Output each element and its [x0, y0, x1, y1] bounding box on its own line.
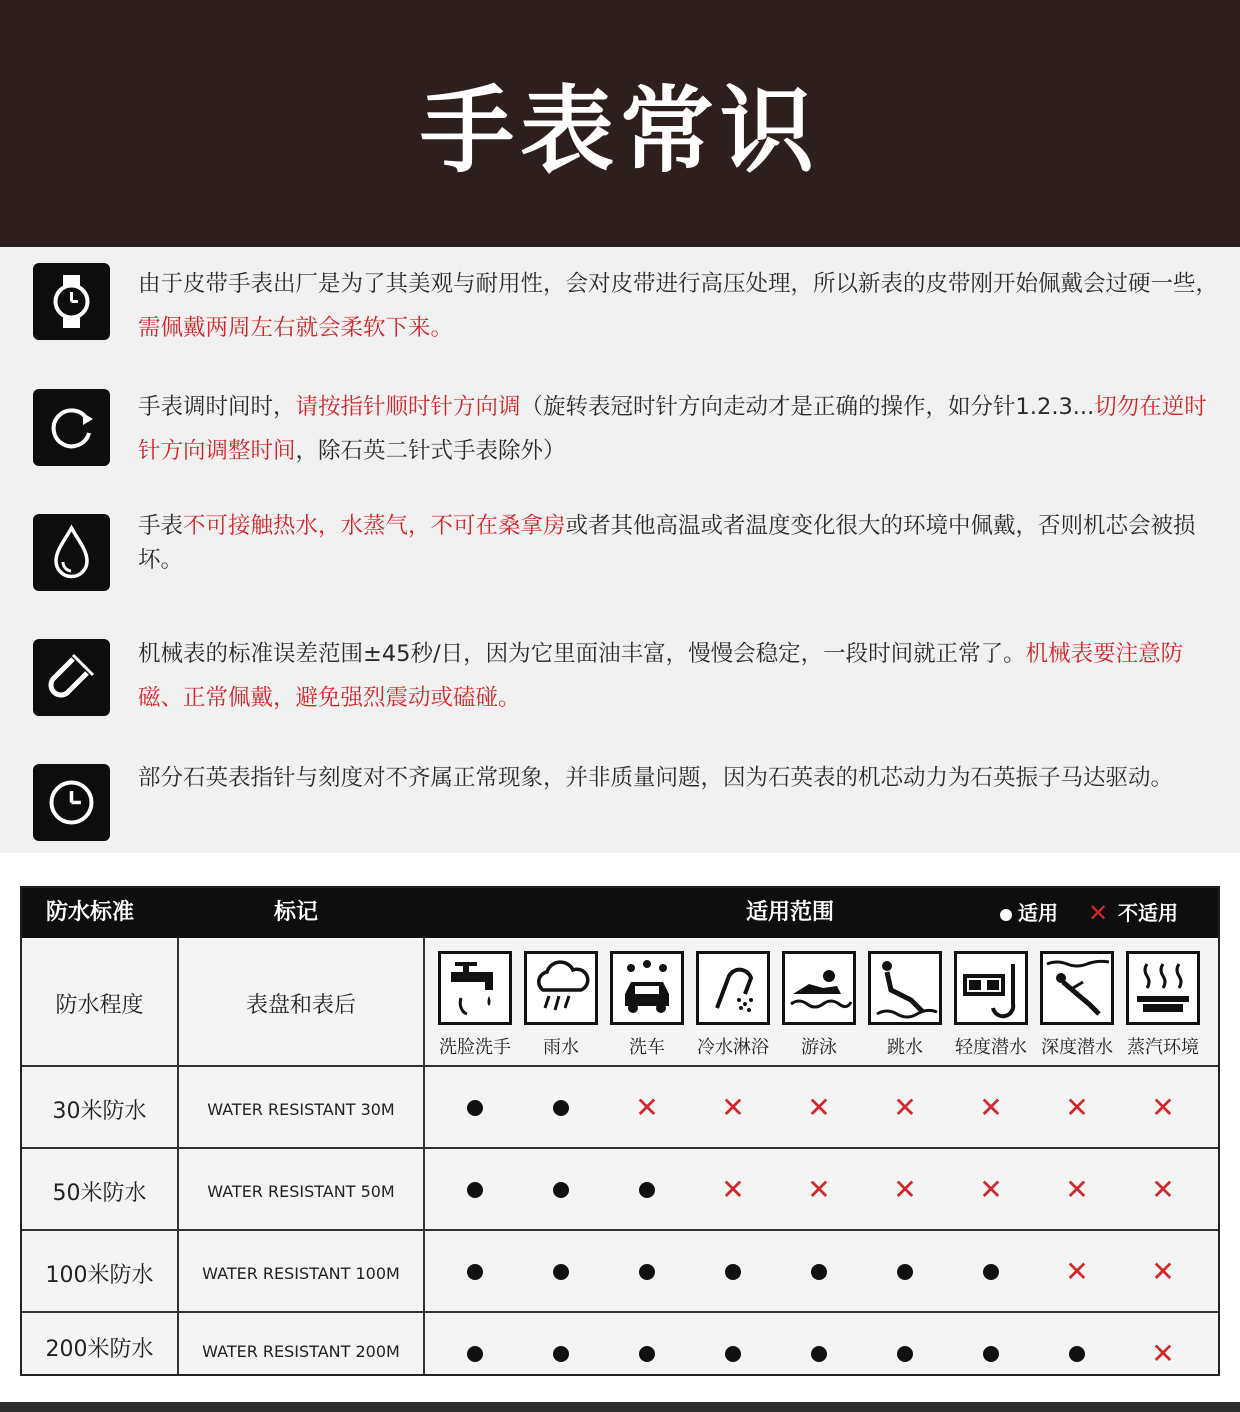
- suitable-dot-icon: [983, 1346, 999, 1362]
- steam-icon: [1126, 951, 1200, 1025]
- suitable-dot-icon: [639, 1264, 655, 1280]
- unsuitable-cross-icon: ✕: [893, 1173, 917, 1206]
- legend-not-suitable: 不适用: [1118, 901, 1178, 925]
- suitable-dot-icon: [983, 1264, 999, 1280]
- table-divider: [22, 1311, 1218, 1313]
- suitable-dot-icon: [467, 1100, 483, 1116]
- row-marking: WATER RESISTANT 50M: [207, 1182, 395, 1201]
- row-level: 30米防水: [52, 1099, 147, 1124]
- suitable-dot-icon: [811, 1346, 827, 1362]
- unsuitable-cross-icon: ✕: [807, 1173, 831, 1206]
- usage-label: 冷水淋浴: [697, 1037, 769, 1058]
- suitable-dot-icon: [725, 1264, 741, 1280]
- table-divider: [22, 1065, 1218, 1067]
- unsuitable-cross-icon: ✕: [1151, 1337, 1175, 1370]
- suitable-dot-icon: [639, 1346, 655, 1362]
- suitable-dot-icon: [897, 1346, 913, 1362]
- tip-item: [0, 764, 1240, 874]
- unsuitable-cross-icon: ✕: [721, 1173, 745, 1206]
- suitable-dot-icon: [553, 1182, 569, 1198]
- rain-cloud-icon: [524, 951, 598, 1025]
- unsuitable-cross-icon: ✕: [807, 1091, 831, 1124]
- tip-text: 部分石英表指针与刻度对不齐属正常现象，并非质量问题，因为石英表的机芯动力为石英振子马达驱动。: [138, 765, 1174, 791]
- faucet-icon: [438, 951, 512, 1025]
- table-header: [22, 888, 1218, 938]
- unsuitable-cross-icon: ✕: [979, 1173, 1003, 1206]
- row-marking: WATER RESISTANT 30M: [207, 1100, 395, 1119]
- unsuitable-cross-icon: ✕: [1065, 1255, 1089, 1288]
- unsuitable-cross-icon: ✕: [721, 1091, 745, 1124]
- suitable-dot-icon: [467, 1346, 483, 1362]
- suitable-dot-icon: [553, 1346, 569, 1362]
- tip-item: [0, 263, 1240, 373]
- suitable-dot-icon: [553, 1264, 569, 1280]
- subhead-level: 防水程度: [55, 993, 144, 1018]
- car-wash-icon: [610, 951, 684, 1025]
- clock-icon: [33, 764, 110, 841]
- unsuitable-cross-icon: ✕: [1151, 1173, 1175, 1206]
- unsuitable-cross-icon: ✕: [1065, 1173, 1089, 1206]
- usage-label: 洗脸洗手: [439, 1037, 511, 1058]
- usage-label: 轻度潜水: [955, 1037, 1027, 1058]
- page-title: 手表常识: [419, 77, 820, 186]
- suitable-dot-icon: [1069, 1346, 1085, 1362]
- unsuitable-cross-icon: ✕: [635, 1091, 659, 1124]
- table-divider: [22, 1147, 1218, 1149]
- usage-label: 蒸汽环境: [1127, 1037, 1199, 1058]
- legend-dot-icon: [1000, 909, 1012, 921]
- header-banner: [0, 0, 1240, 247]
- shower-icon: [696, 951, 770, 1025]
- unsuitable-cross-icon: ✕: [1151, 1255, 1175, 1288]
- unsuitable-cross-icon: ✕: [979, 1091, 1003, 1124]
- tips-section: [0, 247, 1240, 853]
- row-level: 200米防水: [45, 1337, 154, 1362]
- clockwise-arrow-icon: [33, 389, 110, 466]
- table-divider: [22, 1229, 1218, 1231]
- usage-label: 洗车: [629, 1037, 665, 1058]
- deep-diver-icon: [1040, 951, 1114, 1025]
- subhead-marking: 表盘和表后: [245, 993, 356, 1018]
- unsuitable-cross-icon: ✕: [893, 1091, 917, 1124]
- magnet-icon: [33, 639, 110, 716]
- header-marking: 标记: [274, 900, 319, 925]
- tip-text: 手表调时间时，请按指针顺时针方向调（旋转表冠时针方向走动才是正确的操作，如分针1.2.3...切勿在逆时针方向调整时间，除石英二针式手表除外）: [138, 394, 1207, 464]
- header-usage-range: 适用范围: [746, 900, 835, 925]
- header-water-standard: 防水标准: [46, 900, 135, 925]
- tip-item: [0, 639, 1240, 749]
- row-marking: WATER RESISTANT 100M: [202, 1264, 400, 1283]
- row-marking: WATER RESISTANT 200M: [202, 1342, 400, 1361]
- tip-item: [0, 514, 1240, 624]
- water-resistance-table: [20, 886, 1220, 1376]
- suitable-dot-icon: [467, 1264, 483, 1280]
- unsuitable-cross-icon: ✕: [1065, 1091, 1089, 1124]
- tip-text: 机械表的标准误差范围±45秒/日，因为它里面油丰富，慢慢会稳定，一段时间就正常了。机械表要注意防磁、正常佩戴，避免强烈震动或磕碰。: [138, 641, 1184, 711]
- diver-jump-icon: [868, 951, 942, 1025]
- water-drop-icon: [33, 514, 110, 591]
- usage-label: 雨水: [543, 1037, 579, 1058]
- suitable-dot-icon: [553, 1100, 569, 1116]
- legend-suitable: 适用: [1018, 901, 1058, 925]
- tip-item: [0, 389, 1240, 499]
- legend-cross-icon: ✕: [1088, 899, 1109, 927]
- suitable-dot-icon: [639, 1182, 655, 1198]
- suitable-dot-icon: [811, 1264, 827, 1280]
- swimmer-icon: [782, 951, 856, 1025]
- tip-text: 手表不可接触热水，水蒸气，不可在桑拿房或者其他高温或者温度变化很大的环境中佩戴，否则机芯会被损坏。: [138, 513, 1196, 573]
- table-divider: [423, 938, 425, 1374]
- usage-label: 游泳: [801, 1037, 837, 1058]
- unsuitable-cross-icon: ✕: [1151, 1091, 1175, 1124]
- usage-label: 深度潜水: [1041, 1037, 1113, 1058]
- row-level: 100米防水: [45, 1263, 154, 1288]
- usage-label: 跳水: [887, 1037, 923, 1058]
- row-level: 50米防水: [52, 1181, 147, 1206]
- watch-icon: [33, 263, 110, 340]
- suitable-dot-icon: [897, 1264, 913, 1280]
- tip-text: 由于皮带手表出厂是为了其美观与耐用性，会对皮带进行高压处理，所以新表的皮带刚开始佩戴会过硬一些，需佩戴两周左右就会柔软下来。: [138, 271, 1219, 341]
- suitable-dot-icon: [725, 1346, 741, 1362]
- snorkel-mask-icon: [954, 951, 1028, 1025]
- footer-bar: [0, 1402, 1240, 1412]
- suitable-dot-icon: [467, 1182, 483, 1198]
